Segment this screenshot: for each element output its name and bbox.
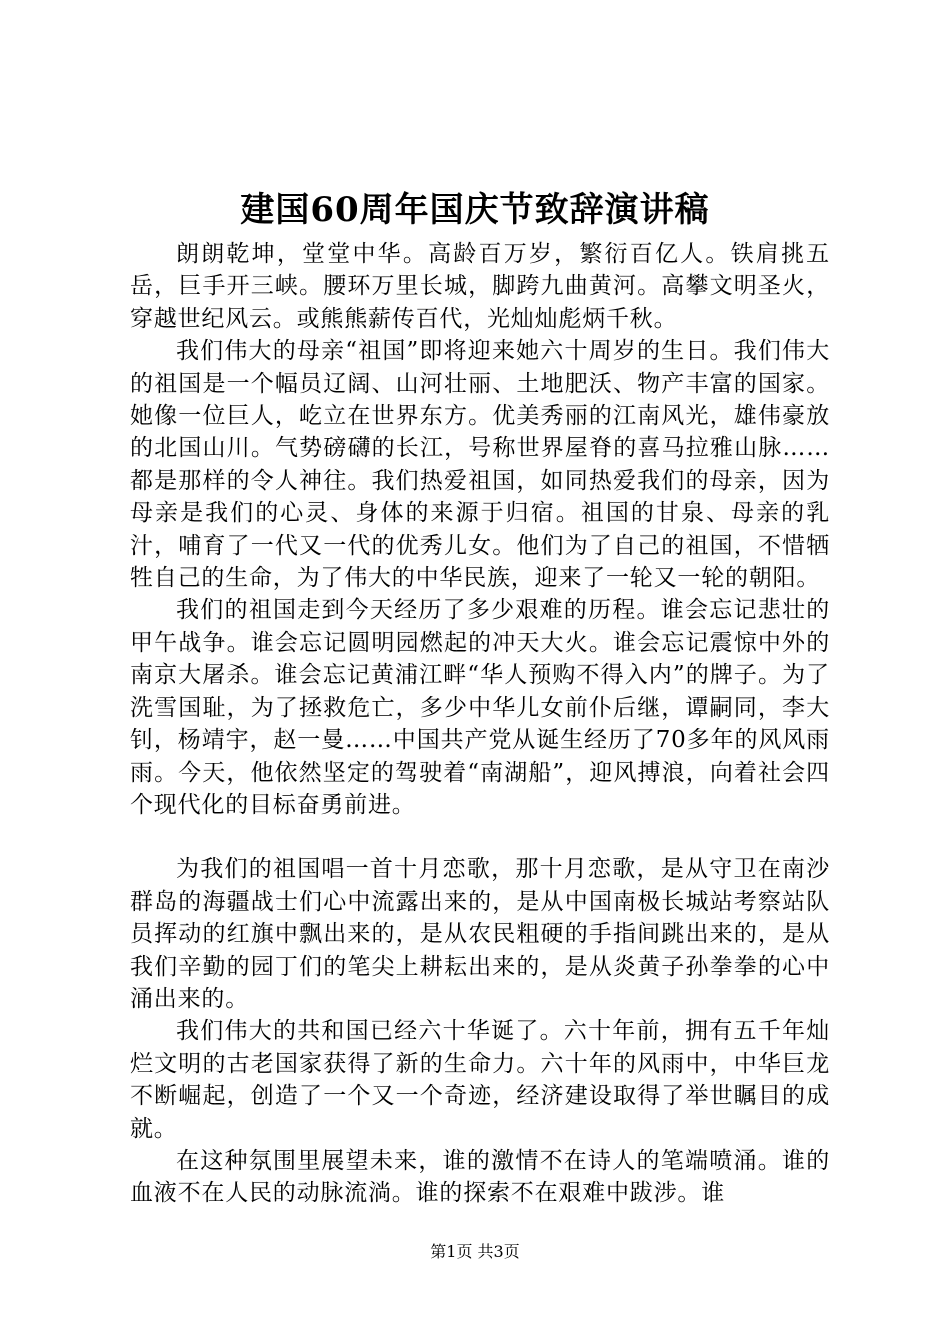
document-body (130, 238, 830, 1210)
paragraph-6: 在这种氛围里展望未来，谁的激情不在诗人的笔端喷涌。谁的血液不在人民的动脉流淌。谁的探索不在艰难中跋涉。谁 (130, 1147, 830, 1207)
page-footer: 第1页 共3页 (430, 1242, 520, 1261)
paragraph-2: 我们伟大的母亲“祖国”即将迎来她六十周岁的生日。我们伟大的祖国是一个幅员辽阔、山河壮丽、土地肥沃、物产丰富的国家。她像一位巨人，屹立在世界东方。优美秀丽的江南风光，雄伟豪放的北国山川。气势磅礴的长江，号称世界屋脊的喜马拉雅山脉……都是那样的令人神往。我们热爱祖国，如同热爱我们的母亲，因为母亲是我们的心灵、身体的来源于归宿。祖国的甘泉、母亲的乳汁，哺育了一代又一代的优秀儿女。他们为了自己的祖国，不惜牺牲自己的生命，为了伟大的中华民族，迎来了一轮又一轮的朝阳。 (130, 338, 830, 592)
paragraph-4: 为我们的祖国唱一首十月恋歌，那十月恋歌，是从守卫在南沙群岛的海疆战士们心中流露出来的，是从中国南极长城站考察站队员挥动的红旗中飘出来的，是从农民粗硬的手指间跳出来的，是从我们辛勤的园丁们的笔尖上耕耘出来的，是从炎黄子孙拳拳的心中涌出来的。 (130, 856, 830, 1012)
document-title: 建国60周年国庆节致辞演讲稿 (240, 190, 710, 230)
paragraph-3: 我们的祖国走到今天经历了多少艰难的历程。谁会忘记悲壮的甲午战争。谁会忘记圆明园燃起的冲天大火。谁会忘记震惊中外的南京大屠杀。谁会忘记黄浦江畔“华人预购不得入内”的牌子。为了洗雪国耻，为了拯救危亡，多少中华儿女前仆后继，谭嗣同，李大钊，杨靖宇，赵一曼……中国共产党从诞生经历了70多年的风风雨雨。今天，他依然坚定的驾驶着“南湖船”，迎风搏浪，向着社会四个现代化的目标奋勇前进。 (130, 597, 830, 818)
paragraph-1: 朗朗乾坤，堂堂中华。高龄百万岁，繁衍百亿人。铁肩挑五岳，巨手开三峡。腰环万里长城，脚跨九曲黄河。高攀文明圣火，穿越世纪风云。或熊熊薪传百代，光灿灿彪炳千秋。 (130, 241, 830, 332)
paragraph-5: 我们伟大的共和国已经六十华诞了。六十年前，拥有五千年灿烂文明的古老国家获得了新的生命力。六十年的风雨中，中华巨龙不断崛起，创造了一个又一个奇迹，经济建设取得了举世瞩目的成就。 (130, 1018, 830, 1142)
